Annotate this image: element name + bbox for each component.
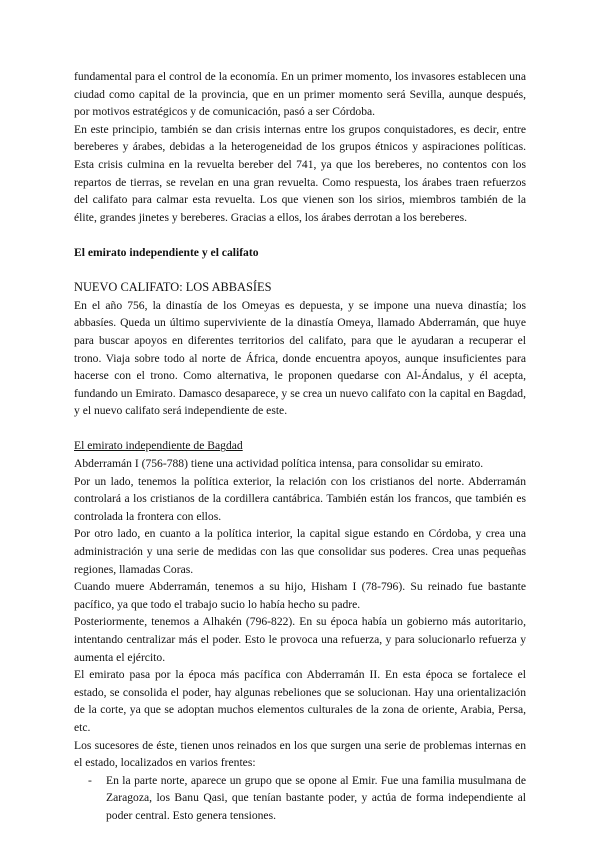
list-item xyxy=(74,772,526,825)
underlined-title: El emirato independiente de Bagdad xyxy=(74,439,243,453)
paragraph: fundamental para el control de la economía. En un primer momento, los invasores establecen una ciudad como capital de la provincia, que en un primer momento será Sevilla, aunque después, por motivos estratégicos y de comunicación, pasó a ser Córdoba. xyxy=(74,70,526,119)
spacer xyxy=(74,420,526,438)
paragraph: Posteriormente, tenemos a Alhakén (796-822). En su época había un gobierno más autoritario, intentando centralizar más el poder. Esto le provoca una refuerza, y para solucionarlo refuerza y aumenta el ejército. xyxy=(74,615,526,664)
paragraph: Los sucesores de éste, tienen unos reinados en los que surgen una serie de problemas internas en el estado, localizados en varios frentes: xyxy=(74,738,526,770)
paragraph: En el año 756, la dinastía de los Omeyas es depuesta, y se impone una nueva dinastía; los abbasíes. Queda un último superviviente de la dinastía Omeya, llamado Abderramán, que huye para buscar apoyos en diferentes territorios del califato, para que le ayudaran a recuperar el trono. Viaja sobre todo al norte de África, donde encuentra apoyos, aunque insuficientes para hacerse con el trono. Como alternativa, le proponen quedarse con Al-Ándalus, y él acepta, fundando un Emirato. Damasco desaparece, y se crea un nuevo califato con la capital en Bagdad, y el nuevo califato será independiente de este. xyxy=(74,298,526,418)
list-item-text: En la parte norte, aparece un grupo que se opone al Emir. Fue una familia musulmana de Zaragoza, los Banu Qasi, que tenían bastante poder, y actúa de forma independiente al poder central. Esto genera tensiones. xyxy=(106,773,526,822)
paragraph: En este principio, también se dan crisis internas entre los grupos conquistadores, es decir, entre bereberes y árabes, debidas a la heterogeneidad de los grupos étnicos y aspiraciones políticas. Esta crisis culmina en la revuelta bereber del 741, ya que los bereberes, no contentos con los repartos de tierras, se revelan en una gran revuelta. Como respuesta, los árabes traen refuerzos del califato para calmar esta revuelta. Los que vienen son los sirios, miembros también de la élite, grandes jinetes y bereberes. Gracias a ellos, los árabes derrotan a los bereberes. xyxy=(74,122,526,224)
subheading: NUEVO CALIFATO: LOS ABBASÍES xyxy=(74,280,272,295)
section-heading: El emirato independiente y el califato xyxy=(74,245,259,259)
list-bullet: - xyxy=(88,773,92,787)
paragraph: Por un lado, tenemos la política exterior, la relación con los cristianos del norte. Abderramán controlará a los cristianos de la cordillera cantábrica. También están los francos, que también es controlada la frontera con ellos. xyxy=(74,474,526,523)
paragraph: Por otro lado, en cuanto a la política interior, la capital sigue estando en Córdoba, y crea una administración y una serie de medidas con las que consolidar sus poderes. Crea unas pequeñas regiones, llamadas Coras. xyxy=(74,527,526,576)
spacer xyxy=(74,262,526,280)
paragraph: Abderramán I (756-788) tiene una actividad política intensa, para consolidar su emirato. xyxy=(74,457,484,471)
paragraph: Cuando muere Abderramán, tenemos a su hijo, Hisham I (78-796). Su reinado fue bastante pacífico, ya que todo el trabajo sucio lo había hecho su padre. xyxy=(74,580,526,611)
spacer xyxy=(74,226,526,244)
paragraph: El emirato pasa por la época más pacífica con Abderramán II. En esta época se fortalece el estado, se consolida el poder, hay algunas rebeliones que se solucionan. Hay una orientalización de la corte, ya que se adoptan muchos elementos culturales de la zona de oriente, Arabia, Persa, etc. xyxy=(74,668,526,734)
bullet-list xyxy=(74,772,526,825)
document-body xyxy=(74,68,526,825)
